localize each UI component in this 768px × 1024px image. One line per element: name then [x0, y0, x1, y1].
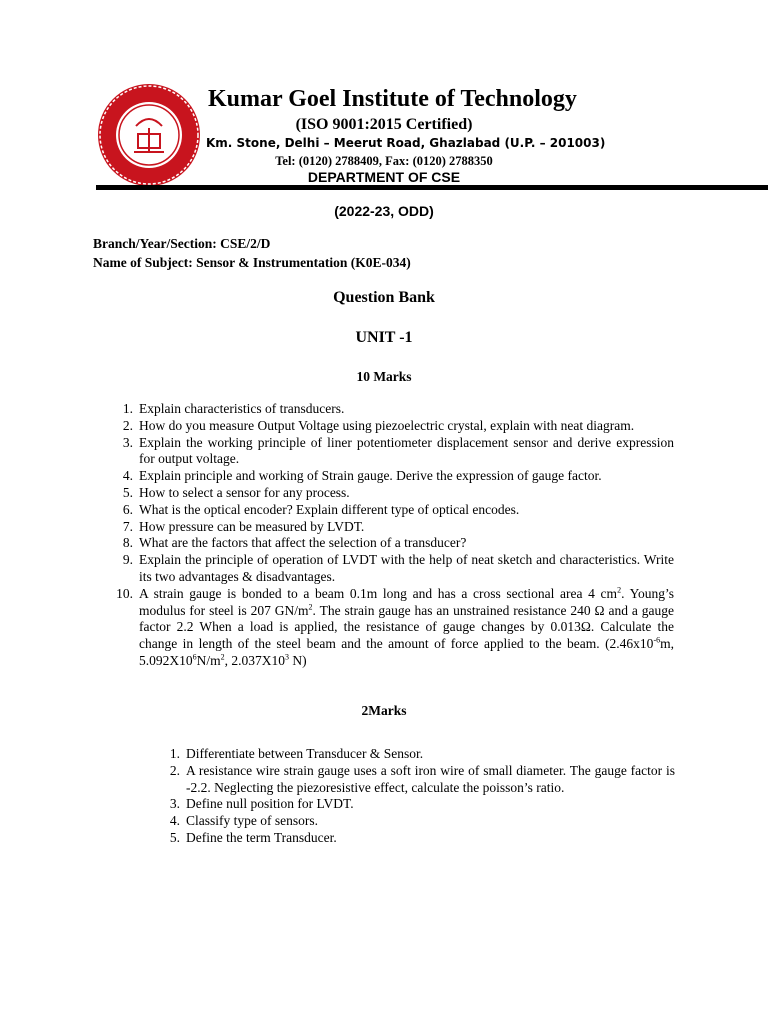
question-text-part: N/m: [196, 652, 221, 668]
list-item: [116, 585, 674, 670]
question-text: What is the optical encoder? Explain different type of optical encodes.: [139, 501, 520, 517]
list-item: [169, 829, 675, 847]
list-item: [122, 552, 674, 586]
question-number: 2.: [122, 417, 133, 433]
question-text: A resistance wire strain gauge uses a soft iron wire of small diameter. The gauge factor is -2.2. Neglecting the piezoresistive effect, calculate the poisson’s ratio.: [186, 762, 675, 795]
department-name: DEPARTMENT OF CSE: [307, 169, 461, 185]
question-text: Classify type of sensors.: [186, 813, 318, 829]
branch-info: Branch/Year/Section: CSE/2/D: [93, 236, 271, 251]
list-item: [169, 796, 675, 813]
superscript: 6: [192, 652, 197, 662]
list-item: [169, 813, 675, 830]
question-number: 3.: [169, 796, 180, 812]
question-text: Explain the principle of operation of LVDT with the help of neat sketch and characteristics. Write its two advantages & disadvantages.: [139, 552, 674, 584]
question-number: 3.: [122, 434, 133, 450]
question-text: Define null position for LVDT.: [186, 796, 354, 812]
superscript: 2: [617, 585, 622, 595]
question-number: 1.: [122, 401, 133, 416]
question-number: 5.: [122, 484, 133, 500]
ten-marks-question-list: [116, 401, 674, 670]
superscript: 2: [308, 602, 313, 612]
question-number: 5.: [169, 829, 180, 845]
list-item: [122, 468, 674, 485]
question-text-part: . Young’s modulus for steel is 207 GN/m: [139, 585, 674, 618]
question-text: Explain characteristics of transducers.: [139, 401, 345, 416]
list-item: [122, 501, 674, 519]
document-title: Question Bank: [333, 289, 435, 306]
list-item: [122, 484, 674, 502]
list-item: [169, 746, 675, 763]
list-item: [169, 762, 675, 797]
two-marks-question-list: [169, 746, 675, 847]
header-divider: [96, 185, 768, 190]
question-text: What are the factors that affect the selection of a transducer?: [139, 535, 467, 551]
question-number: 9.: [122, 552, 133, 568]
academic-session: (2022-23, ODD): [334, 203, 434, 219]
question-number: 4.: [169, 813, 180, 829]
question-number: 4.: [122, 468, 133, 484]
list-item: [122, 417, 674, 435]
list-item: [122, 518, 674, 536]
question-text: [139, 586, 674, 668]
two-marks-heading: 2Marks: [361, 703, 407, 718]
question-number: 2.: [169, 762, 180, 778]
question-number: 6.: [122, 501, 133, 517]
subject-info: Name of Subject: Sensor & Instrumentation (K0E-034): [93, 255, 411, 270]
question-number: 8.: [122, 535, 133, 551]
superscript: 2: [220, 652, 225, 662]
list-item: [122, 401, 674, 418]
question-number: 7.: [122, 518, 133, 534]
superscript: -6: [653, 635, 661, 645]
superscript: 3: [285, 652, 290, 662]
question-number: 10.: [116, 585, 133, 601]
ten-marks-heading: 10 Marks: [356, 369, 412, 384]
question-text: Explain principle and working of Strain gauge. Derive the expression of gauge factor.: [139, 468, 602, 484]
question-text: Define the term Transducer.: [186, 829, 337, 845]
question-text-part: A strain gauge is bonded to a beam 0.1m long and has a cross sectional area 4 cm: [139, 585, 618, 601]
institute-name: Kumar Goel Institute of Technology: [208, 86, 577, 112]
list-item: [122, 535, 674, 552]
question-text-part: m, 5.092X10: [139, 636, 674, 668]
question-text: Differentiate between Transducer & Sensor.: [186, 746, 424, 761]
list-item: [122, 434, 674, 469]
institute-address: Km. Stone, Delhi – Meerut Road, Ghazlabad (U.P. – 201003): [206, 136, 606, 150]
question-text-part: N): [289, 652, 307, 668]
question-text: How to select a sensor for any process.: [139, 484, 350, 500]
question-text-part: , 2.037X10: [224, 652, 286, 668]
question-text-part: . The strain gauge has an unstrained resistance 240 Ω and a gauge factor 2.2 When a load is applied, the resistance of gauge changes by 0.013Ω. Calculate the change in length of the steel beam and the amount of force applied to the beam. (2.46x10: [139, 602, 674, 652]
contact-numbers: Tel: (0120) 2788409, Fax: (0120) 2788350: [275, 154, 493, 168]
iso-certification: (ISO 9001:2015 Certified): [295, 116, 473, 133]
question-number: 1.: [169, 746, 180, 761]
question-text: Explain the working principle of liner potentiometer displacement sensor and derive expression for output voltage.: [139, 434, 674, 467]
question-text: How do you measure Output Voltage using piezoelectric crystal, explain with neat diagram.: [139, 417, 635, 433]
question-text: How pressure can be measured by LVDT.: [139, 518, 365, 534]
unit-title: UNIT -1: [355, 329, 413, 346]
